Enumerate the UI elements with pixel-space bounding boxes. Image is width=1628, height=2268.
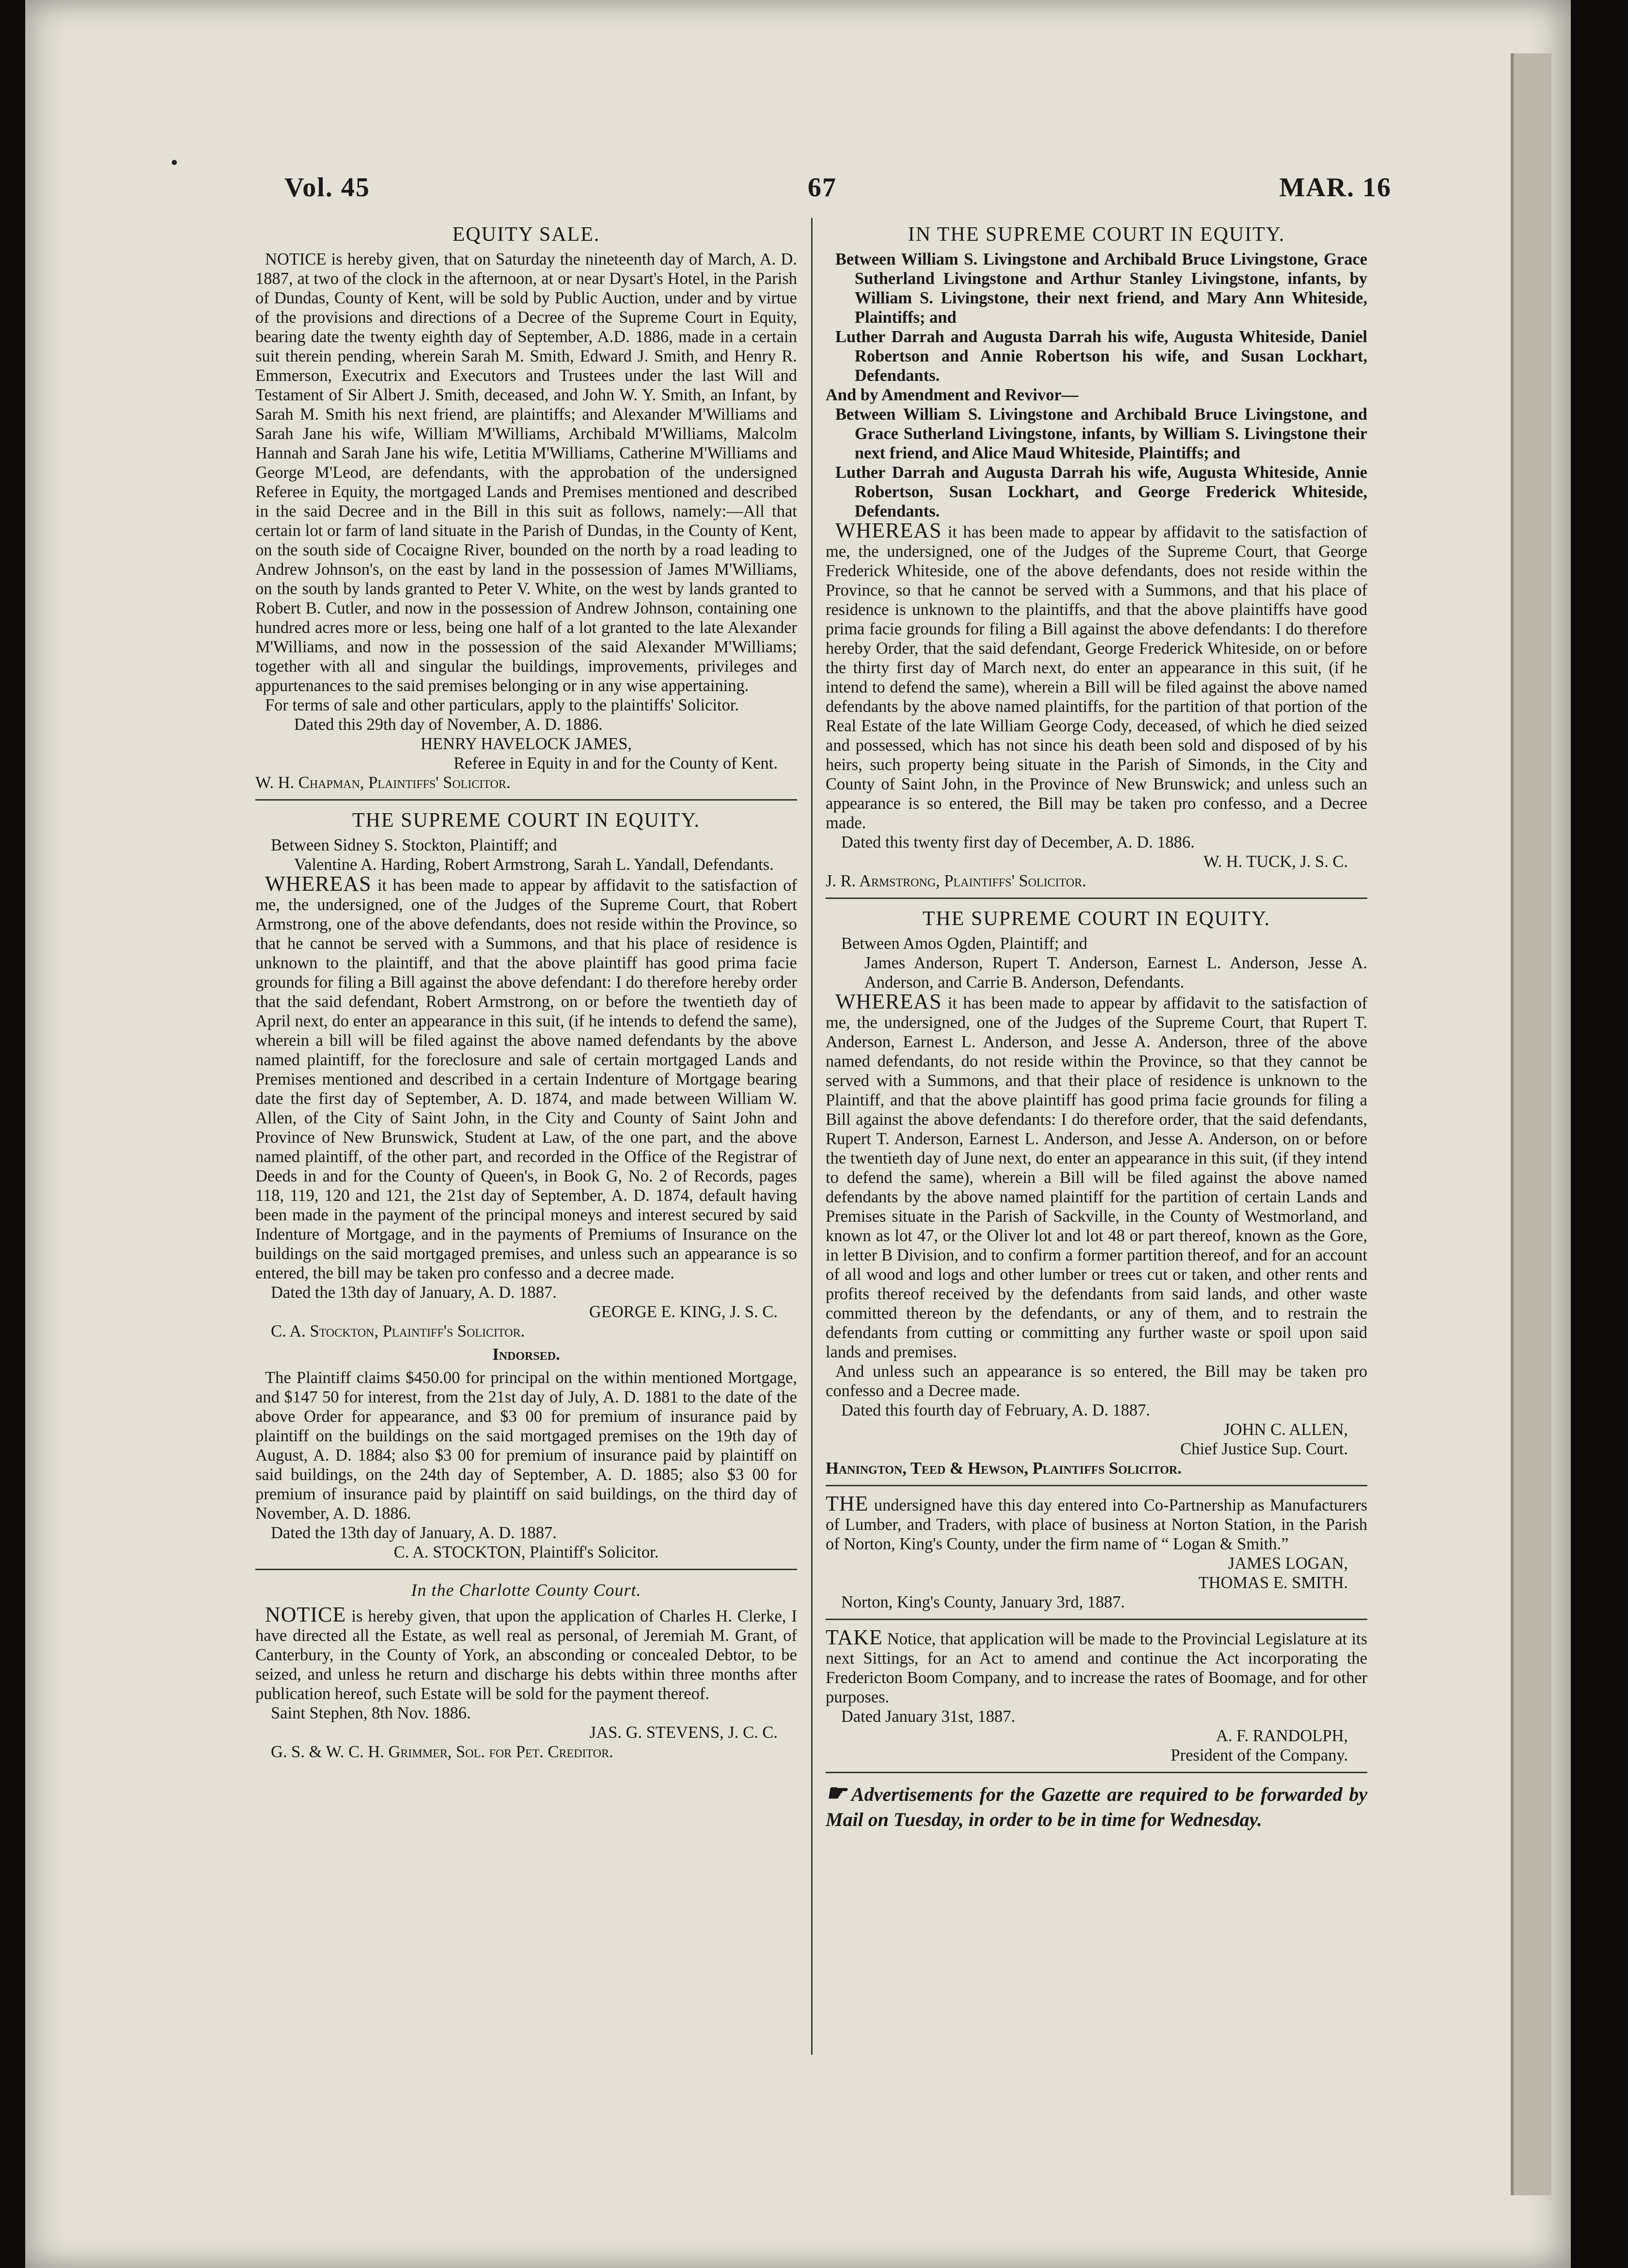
section-rule (826, 1485, 1367, 1486)
section-rule (255, 799, 797, 801)
ogden-signer: JOHN C. ALLEN, (1223, 1420, 1348, 1439)
stockton-title: THE SUPREME COURT IN EQUITY. (352, 809, 701, 832)
charlotte-title: In the Charlotte County Court. (411, 1580, 642, 1600)
ogden-notice (826, 907, 1367, 1478)
charlotte-body: is hereby given, that upon the application of Charles H. Clerke, I have directed all the Estate, as well real as personal, of Jeremiah M. Grant, of Canterbury, in the County of York, an absconding or concealed Debtor, to be seized, and unless he return and discharge his debts within three months after publication hereof, such Estate will be sold for the payment thereof. (255, 1607, 797, 1703)
equity-sale-signer: HENRY HAVELOCK JAMES, (420, 735, 632, 753)
indorsed-title: Indorsed. (492, 1345, 560, 1364)
equity-sale-dated: Dated this 29th day of November, A. D. 1886. (294, 715, 603, 734)
livingstone-amendment: And by Amendment and Revivor— (826, 386, 1079, 404)
page-edge-strip (1511, 53, 1551, 2195)
right-column (826, 220, 1367, 1832)
indorsed-body: The Plaintiff claims $450.00 for principal on the within mentioned Mortgage, and $147 50 for interest, from the 21st day of July, A. D. 1881 to the date of the above Order for appearance, and $3 00 for premium of insurance paid by plaintiff on the buildings on the said mortgaged premises on the 19th day of August, A. D. 1884; also $3 00 for premium of insurance paid by plaintiff on said buildings, on the 24th day of September, A. D. 1885; also $3 00 for premium of insurance paid by plaintiff on said buildings, on the third day of November, A. D. 1886. (255, 1369, 797, 1523)
boom-dated: Dated January 31st, 1887. (841, 1707, 1016, 1726)
issue-date: MAR. 16 (1279, 173, 1392, 203)
charlotte-lead: NOTICE (265, 1603, 346, 1626)
livingstone-signer: W. H. TUCK, J. S. C. (1203, 852, 1348, 871)
indorsed-solicitor: C. A. STOCKTON, Plaintiff's Solicitor. (393, 1543, 659, 1561)
gazette-advertisement-notice (826, 1781, 1367, 1832)
ogden-title: THE SUPREME COURT IN EQUITY. (922, 908, 1271, 930)
partnership-signer-1: JAMES LOGAN, (1228, 1554, 1348, 1573)
ogden-between: Between Amos Ogden, Plaintiff; and (841, 934, 1088, 953)
gazette-notice-text: Advertisements for the Gazette are required to be forwarded by Mail on Tuesday, in order to be in time for Wednesday. (826, 1783, 1367, 1830)
charlotte-dated: Saint Stephen, 8th Nov. 1886. (271, 1704, 471, 1722)
livingstone-lead: WHEREAS (835, 519, 942, 542)
stockton-signer: GEORGE E. KING, J. S. C. (589, 1303, 778, 1321)
pointing-hand-icon: ☛ (826, 1780, 847, 1806)
column-divider (811, 218, 813, 2055)
stockton-dated: Dated the 13th day of January, A. D. 1887. (271, 1283, 557, 1302)
charlotte-notice (255, 1578, 797, 1762)
stockton-lead: WHEREAS (265, 872, 372, 896)
section-rule (826, 1772, 1367, 1773)
livingstone-title: IN THE SUPREME COURT IN EQUITY. (908, 223, 1285, 246)
partnership-body: undersigned have this day entered into Co-Partnership as Manufacturers of Lumber, and Traders, with place of business at Norton Station, in the Parish of Norton, King's County, under the firm name of “ Logan & Smith.” (826, 1496, 1367, 1553)
ogden-signer-title: Chief Justice Sup. Court. (1180, 1440, 1348, 1458)
equity-sale-signer-title: Referee in Equity in and for the County of Kent. (454, 754, 778, 772)
stockton-between: Between Sidney S. Stockton, Plaintiff; and (271, 836, 557, 854)
page-header (284, 172, 1392, 211)
livingstone-solicitor: J. R. Armstrong, Plaintiffs' Solicitor. (826, 872, 1086, 890)
charlotte-signer: JAS. G. STEVENS, J. C. C. (589, 1723, 778, 1742)
stockton-defendants: Valentine A. Harding, Robert Armstrong, Sarah L. Yandall, Defendants. (294, 855, 774, 874)
section-rule (255, 1569, 797, 1570)
boom-body: Notice, that application will be made to the Provincial Legislature at its next Sittings, for an Act to amend and continue the Act incorporating the Fredericton Boom Company, and to increase the rates of Boomage, and for other purposes. (826, 1630, 1367, 1706)
livingstone-dated: Dated this twenty first day of December, A. D. 1886. (841, 833, 1195, 851)
volume-label: Vol. 45 (284, 173, 370, 203)
ink-blot: • (171, 151, 178, 174)
partnership-signer-2: THOMAS E. SMITH. (1198, 1574, 1348, 1592)
stockton-notice (255, 808, 797, 1562)
partnership-dated: Norton, King's County, January 3rd, 1887. (841, 1593, 1125, 1611)
ogden-unless: And unless such an appearance is so entered, the Bill may be taken pro confesso and a Decree made. (826, 1362, 1367, 1400)
section-rule (826, 898, 1367, 899)
indorsed-dated: Dated the 13th day of January, A. D. 1887. (271, 1524, 557, 1542)
stockton-solicitor: C. A. Stockton, Plaintiff's Solicitor. (271, 1322, 525, 1340)
partnership-lead: THE (826, 1492, 869, 1515)
equity-sale-body: NOTICE is hereby given, that on Saturday the nineteenth day of March, A. D. 1887, at two of the clock in the afternoon, at or near Dysart's Hotel, in the Parish of Dundas, County of Kent, will be sold by Public Auction, under and by virtue of the provisions and directions of a Decree of the Supreme Court in Equity, bearing date the twenty eighth day of September, A.D. 1886, made in a certain suit therein pending, wherein Sarah M. Smith, Edward J. Smith, and Henry R. Emmerson, Executrix and Executors and Trustees under the last Will and Testament of Sir Albert J. Smith, deceased, and John W. Y. Smith, an Infant, by Sarah M. Smith his next friend, are plaintiffs; and Alexander M'Williams and Sarah Jane his wife, William M'Williams, Archibald M'Williams, Malcolm Hannah and Sarah Jane his wife, Letitia M'Williams, Catherine M'Williams and George M'Leod, are defendants, with the approbation of the undersigned Referee in Equity, the mortgaged Lands and Premises mentioned and described in the said Decree and in the Bill in this suit as follows, namely:—All that certain lot or farm of land situate in the Parish of Dundas, in the County of Kent, on the south side of Cocaigne River, bounded on the north by a road leading to Andrew Johnson's, on the east by land in the possession of James M'Williams, on the south by lands granted to Peter V. White, on the west by lands granted to Robert B. Cutler, and now in the possession of Andrew Johnson, containing one hundred acres more or less, being one half of a lot granted to the late Alexander M'Williams, and now in the possession of the said Alexander M'Williams; together with all and singular the buildings, improvements, privileges and appurtenances to the said premises belonging or in any wise appertaining. (255, 250, 797, 695)
ogden-body: it has been made to appear by affidavit to the satisfaction of me, the undersigned, one of the Judges of the Supreme Court, that Rupert T. Anderson, Earnest L. Anderson, and Jesse A. Anderson, three of the above named defendants, do not reside within the Province, so that they cannot be served with a Summons, and that their place of residence is unknown to the Plaintiff, and that the above plaintiff has good prima facie grounds for filing a Bill against the above defendants: I do therefore order, that the said defendants, Rupert T. Anderson, Earnest L. Anderson, and Jesse A. Anderson, on or before the twentieth day of June next, do enter an appearance in this suit, (if they intend to defend the same), wherein a Bill will be filed against the above named defendants by the above named plaintiff for the partition of certain Lands and Premises situate in the Parish of Sackville, in the County of Westmorland, and known as lot 47, or the Oliver lot and lot 48 or part thereof, known as the Gore, in letter B Division, and to confirm a former partition thereof, and for an account of all wood and logs and other lumber or trees cut or taken, and other rents and profits thereof received by the defendants from said lands, and other waste committed thereon by the defendants, or any of them, and to restrain the defendants from cutting or committing any further waste or spoil upon said lands and premises. (826, 994, 1367, 1361)
stockton-body: it has been made to appear by affidavit to the satisfaction of me, the undersigned, one of the Judges of the Supreme Court, that Robert Armstrong, one of the above defendants, does not reside within the Province, so that he cannot be served with a Summons, and that his place of residence is unknown to the plaintiff, and that the above plaintiff has good prima facie grounds for filing a Bill against the above defendant: I do therefore hereby order that the said defendant, Robert Armstrong, on or before the twentieth day of April next, do enter an appearance in this suit, (if he intends to defend the same), wherein a bill will be filed against the above named defendants by the above named plaintiff, for the foreclosure and sale of certain mortgaged Lands and Premises mentioned and described in a certain Indenture of Mortgage bearing date the first day of September, A. D. 1874, and made between William W. Allen, of the City of Saint John, in the City and County of Saint John and Province of New Brunswick, Student at Law, of the one part, and the above named plaintiff, of the other part, and recorded in the Office of the Registrar of Deeds in and for the County of Queen's, in Book G, No. 2 of Records, pages 118, 119, 120 and 121, the 21st day of September, A. D. 1874, default having been made in the payment of the principal moneys and interest secured by said Indenture of Mortgage, and in the payments of Premiums of Insurance on the buildings on the said mortgaged premises, and unless such an appearance is so entered, the bill may be taken pro confesso and a decree made. (255, 876, 797, 1282)
section-rule (826, 1619, 1367, 1620)
livingstone-parties-3: Between William S. Livingstone and Archibald Bruce Livingstone, and Grace Sutherland Livingstone, infants, by William S. Livingstone their next friend, and Alice Maud Whiteside, Plaintiffs; and (835, 405, 1367, 462)
boom-company-notice (826, 1625, 1367, 1765)
equity-sale-solicitor: W. H. Chapman, Plaintiffs' Solicitor. (255, 773, 511, 792)
boom-signer-title: President of the Company. (1171, 1746, 1348, 1764)
boom-lead: TAKE (826, 1625, 883, 1649)
equity-sale-terms: For terms of sale and other particulars, apply to the plaintiffs' Solicitor. (265, 696, 739, 714)
livingstone-notice (826, 222, 1367, 891)
equity-sale-title: EQUITY SALE. (452, 223, 600, 246)
boom-signer: A. F. RANDOLPH, (1216, 1727, 1348, 1745)
livingstone-parties-4: Luther Darrah and Augusta Darrah his wife, Augusta Whiteside, Annie Robertson, Susan Lockhart, and George Frederick Whiteside, Defendants. (835, 463, 1367, 520)
ogden-dated: Dated this fourth day of February, A. D. 1887. (841, 1401, 1150, 1419)
livingstone-parties-2: Luther Darrah and Augusta Darrah his wife, Augusta Whiteside, Daniel Robertson and Annie Robertson his wife, and Susan Lockhart, Defendants. (835, 328, 1367, 385)
equity-sale-notice (255, 222, 797, 792)
ogden-defendants: James Anderson, Rupert T. Anderson, Earnest L. Anderson, Jesse A. Anderson, and Carrie B. Anderson, Defendants. (864, 954, 1367, 992)
page-number: 67 (808, 173, 837, 203)
gazette-page (25, 0, 1571, 2268)
left-column (255, 220, 797, 1762)
livingstone-body: it has been made to appear by affidavit to the satisfaction of me, the undersigned, one of the Judges of the Supreme Court, that George Frederick Whiteside, one of the above defendants, does not reside within the Province, so that he cannot be served with a Summons, and that his place of residence is unknown to the plaintiffs, and that the above plaintiffs have good prima facie grounds for filing a Bill against the above defendants: I do therefore hereby Order, that the said defendant, George Frederick Whiteside, on or before the thirty first day of March next, do enter an appearance in this suit, (if he intend to defend the same), wherein a Bill will be filed against the above named defendants by the above named plaintiffs, for the partition of that portion of the Real Estate of the late William George Cody, deceased, of which he died seized and possessed, which has not since his death been sold and disposed of by his heirs, such property being situate in the Parish of Simonds, in the City and County of Saint John, in the Province of New Brunswick; and unless such an appearance is so entered, the Bill may be taken pro confesso, and a Decree made. (826, 523, 1367, 832)
partnership-notice (826, 1494, 1367, 1612)
livingstone-parties-1: Between William S. Livingstone and Archibald Bruce Livingstone, Grace Sutherland Livingstone and Arthur Stanley Livingstone, infants, by William S. Livingstone, their next friend, and Mary Ann Whiteside, Plaintiffs; and (835, 250, 1367, 327)
charlotte-solicitor: G. S. & W. C. H. Grimmer, Sol. for Pet. Creditor. (271, 1743, 613, 1761)
ogden-solicitor: Hanington, Teed & Hewson, Plaintiffs Solicitor. (826, 1459, 1182, 1478)
ogden-lead: WHEREAS (835, 990, 942, 1013)
